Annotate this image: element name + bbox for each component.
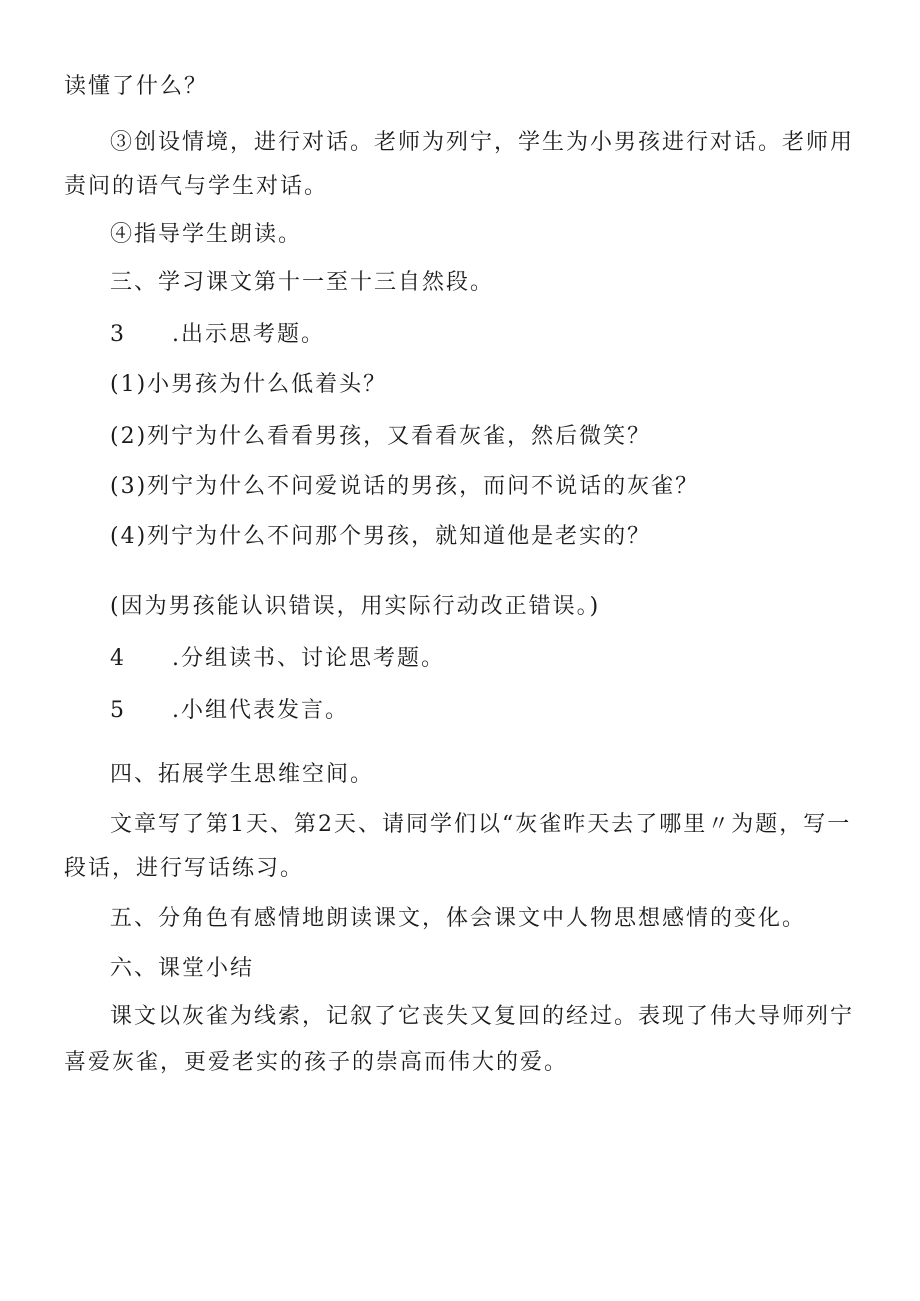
item-5 xyxy=(110,696,349,726)
question-2: (2)列宁为什么看看男孩，又看看灰雀，然后微笑？ xyxy=(110,424,652,449)
summary-paragraph: 课文以灰雀为线索，记叙了它丧失又复回的经过。表现了伟大导师列宁 xyxy=(110,1004,855,1029)
question-1: (1)小男孩为什么低着头？ xyxy=(110,372,388,397)
section-4-paragraph-cont: 段话，进行写话练习。 xyxy=(64,856,305,881)
section-4-heading: 四、拓展学生思维空间。 xyxy=(110,762,375,787)
section-5-heading: 五、分角色有感情地朗读课文，体会课文中人物思想感情的变化。 xyxy=(110,906,807,931)
item-4 xyxy=(110,644,445,674)
step-3-create-situation: ③创设情境，进行对话。老师为列宁，学生为小男孩进行对话。老师用 xyxy=(110,130,855,155)
step-3-create-situation-cont: 责问的语气与学生对话。 xyxy=(64,174,329,199)
section-3-heading: 三、学习课文第十一至十三自然段。 xyxy=(110,270,495,295)
summary-paragraph-cont: 喜爱灰雀，更爱老实的孩子的崇高而伟大的爱。 xyxy=(64,1050,569,1075)
item-5-text: .小组代表发言。 xyxy=(172,698,349,723)
item-3-text: .出示思考题。 xyxy=(172,322,325,347)
item-4-number: 4 xyxy=(110,646,126,671)
item-3 xyxy=(110,320,325,350)
section-6-heading: 六、课堂小结 xyxy=(110,956,255,981)
section-4-paragraph: 文章写了第1天、第2天、请同学们以“灰雀昨天去了哪里〃为题，写一 xyxy=(110,812,852,837)
item-3-number: 3 xyxy=(110,322,126,347)
question-3: (3)列宁为什么不问爱说话的男孩，而问不说话的灰雀？ xyxy=(110,474,700,499)
answer-note: (因为男孩能认识错误，用实际行动改正错误。) xyxy=(110,594,601,619)
step-4-guide-reading: ④指导学生朗读。 xyxy=(110,222,303,247)
item-4-text: .分组读书、讨论思考题。 xyxy=(172,646,445,671)
paragraph-continuation: 读懂了什么？ xyxy=(64,74,209,99)
item-5-number: 5 xyxy=(110,698,126,723)
question-4: (4)列宁为什么不问那个男孩，就知道他是老实的？ xyxy=(110,524,652,549)
